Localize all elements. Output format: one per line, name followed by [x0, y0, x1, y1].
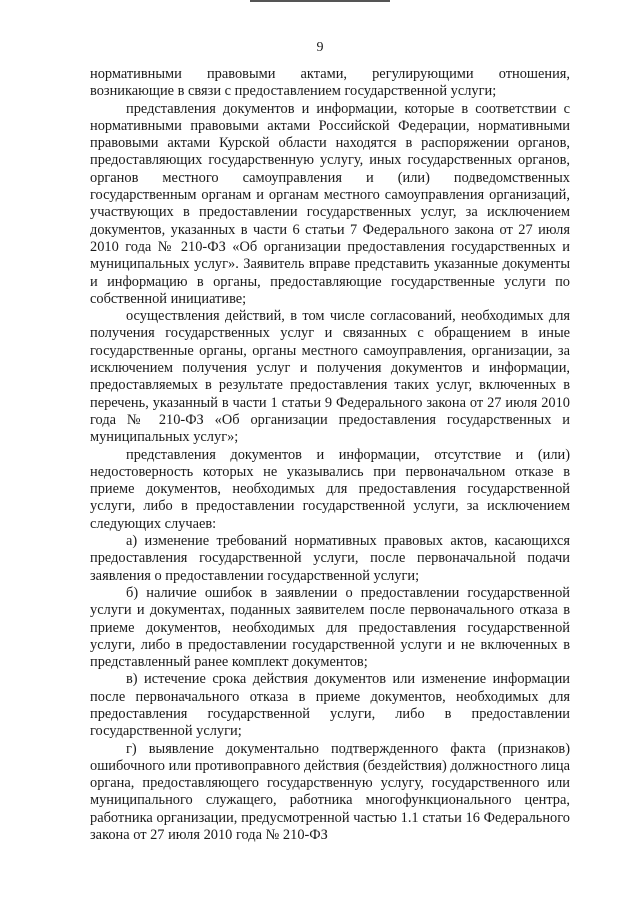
paragraph-item-b: б) наличие ошибок в заявлении о предоставлении государственной услуги и документах, поданных заявителем после первоначального отказа в приеме документов, необходимых для предоставления государственной услуги, либо в предоставлении государственной услуги и не включенных в представленный ранее комплект документов; — [90, 584, 570, 671]
paragraph-4: представления документов и информации, отсутствие и (или) недостоверность которых не указывались при первоначальном отказе в приеме документов, необходимых для предоставления государственной услуги, либо в предоставлении государственной услуги, за исключением следующих случаев: — [90, 446, 570, 532]
paragraph-item-g: г) выявление документально подтвержденного факта (признаков) ошибочного или противоправного действия (бездействия) должностного лица органа, предоставляющего государственную услугу, государственного или муниципального служащего, работника многофункционального центра, работника организации, предусмотренной частью 1.1 статьи 16 Федерального закона от 27 июля 2010 года № 210-ФЗ — [90, 740, 570, 844]
paragraph-3: осуществления действий, в том числе согласований, необходимых для получения государственных услуг и связанных с обращением в иные государственные органы, органы местного самоуправления, организации, за исключением получения услуг и получения документов и информации, предоставляемых в результате предоставления таких услуг, включенных в перечень, указанный в части 1 статьи 9 Федерального закона от 27 июля 2010 года № 210-ФЗ «Об организации предоставления государственных и муниципальных услуг»; — [90, 308, 570, 446]
paragraph-item-v: в) истечение срока действия документов или изменение информации после первоначального отказа в приеме документов, необходимых для предоставления государственной услуги, либо в предоставлении государственной услуги; — [90, 671, 570, 740]
paragraph-2: представления документов и информации, которые в соответствии с нормативными правовыми актами Российской Федерации, нормативными правовыми актами Курской области находятся в распоряжении органов, предоставляющих государственную услугу, иных государственных органов, органов местного самоуправления и (или) подведомственных государственным органам и органам местного самоуправления организаций, участвующих в предоставлении государственных услуг, за исключением документов, указанных в части 6 статьи 7 Федерального закона от 27 июля 2010 года № 210-ФЗ «Об организации предоставления государственных и муниципальных услуг». Заявитель вправе представить указанные документы и информацию в органы, предоставляющие государственные услуги по собственной инициативе; — [90, 100, 570, 307]
paragraph-item-a: а) изменение требований нормативных правовых актов, касающихся предоставления государственной услуги, после первоначальной подачи заявления о предоставлении государственной услуги; — [90, 533, 570, 584]
page-number: 9 — [316, 40, 324, 55]
top-edge-rule — [250, 0, 390, 2]
paragraph-1: нормативными правовыми актами, регулирующими отношения, возникающие в связи с предоставлением государственной услуги; — [90, 66, 570, 100]
document-body — [90, 66, 570, 844]
